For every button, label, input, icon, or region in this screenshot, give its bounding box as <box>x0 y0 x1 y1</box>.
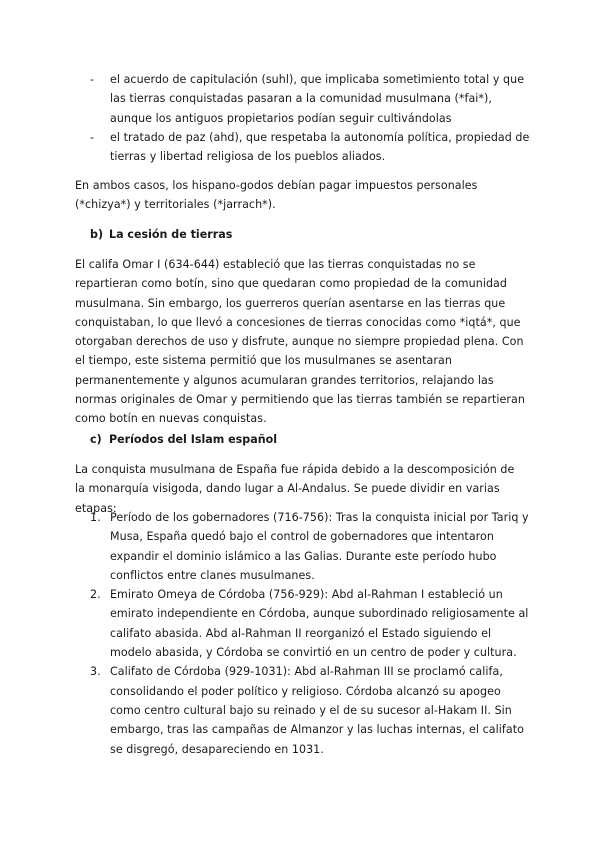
bullet-item <box>90 70 530 128</box>
bullet-marker: - <box>90 130 95 144</box>
list-number: 2. <box>90 588 101 602</box>
section-b-number: b) <box>90 228 104 241</box>
list-item <box>90 662 530 758</box>
list-item <box>90 508 530 585</box>
list-number: 3. <box>90 665 101 679</box>
section-c-paragraph: La conquista musulmana de España fue rápida debido a la descomposición de la monarquía visigoda, dando lugar a Al-Andalus. Se puede dividir en varias etapas: <box>75 463 515 515</box>
bullet-marker: - <box>90 73 95 86</box>
section-c-number: c) <box>90 433 102 446</box>
bullet-item <box>90 128 530 167</box>
list-number: 1. <box>90 511 101 524</box>
periods-list <box>90 508 530 759</box>
list-text: Emirato Omeya de Córdoba (756-929): Abd al-Rahman I estableció un emirato independiente en Córdoba, aunque subordinado religiosamente al califato abasida. Abd al-Rahman II reorganizó el Estado siguiendo el modelo abasida, y Córdoba se convirtió en un centro de poder y cultura. <box>110 588 529 660</box>
section-b-heading <box>90 225 232 244</box>
section-b-title: La cesión de tierras <box>109 228 233 241</box>
list-text: Período de los gobernadores (716-756): Tras la conquista inicial por Tariq y Musa, España quedó bajo el control de gobernadores que intentaron expandir el dominio islámico a las Galias. Durante este período hubo conflictos entre clanes musulmanes. <box>110 511 529 582</box>
intro-paragraph: En ambos casos, los hispano-godos debían pagar impuestos personales (*chizya*) y territoriales (*jarrach*). <box>75 179 478 212</box>
list-item <box>90 585 530 662</box>
bullet-list <box>90 70 530 166</box>
bullet-text: el acuerdo de capitulación (suhl), que implicaba sometimiento total y que las tierras conquistadas pasaran a la comunidad musulmana (*fai*), aunque los antiguos propietarios podían seguir cultivándolas <box>110 73 525 125</box>
section-b-paragraph: El califa Omar I (634-644) estableció que las tierras conquistadas no se repartieran como botín, sino que quedaran como propiedad de la comunidad musulmana. Sin embargo, los guerreros querían asentarse en las tierras que conquistaban, lo que llevó a concesiones de tierras conocidas como *iqtá*, que otorgaban derechos de uso y disfrute, aunque no siempre propiedad plena. Con el tiempo, este sistema permitió que los musulmanes se asentaran permanentemente y algunos acumularan grandes territorios, relajando las normas originales de Omar y permitiendo que las tierras también se repartieran como botín en nuevas conquistas. <box>75 258 525 426</box>
section-c-title: Períodos del Islam español <box>109 433 278 446</box>
bullet-text: el tratado de paz (ahd), que respetaba la autonomía política, propiedad de tierras y libertad religiosa de los pueblos aliados. <box>110 130 530 164</box>
list-text: Califato de Córdoba (929-1031): Abd al-Rahman III se proclamó califa, consolidando el poder político y religioso. Córdoba alcanzó su apogeo como centro cultural bajo su reinado y el de su sucesor al-Hakam II. Sin embargo, tras las campañas de Almanzor y las luchas internas, el califato se disgregó, desapareciendo en 1031. <box>110 665 524 756</box>
section-c-heading <box>90 430 277 449</box>
